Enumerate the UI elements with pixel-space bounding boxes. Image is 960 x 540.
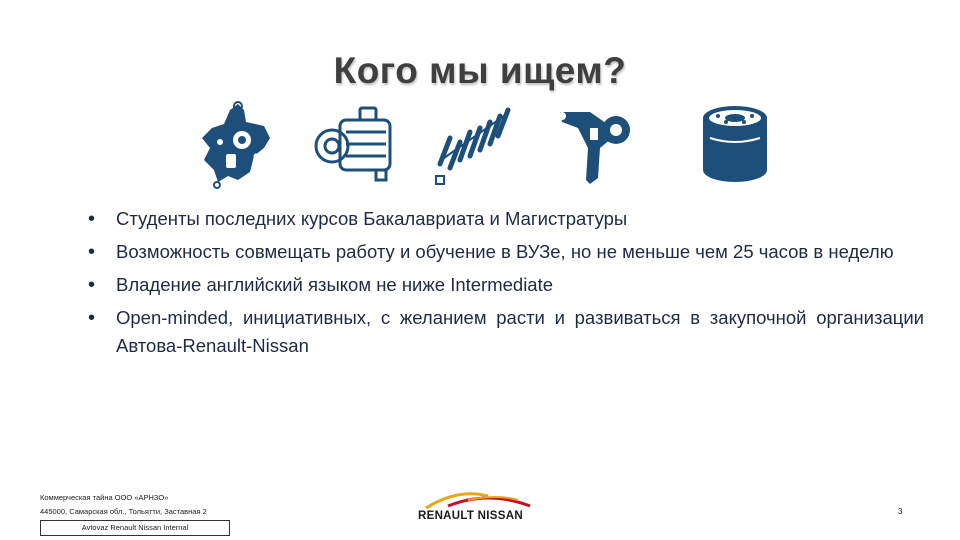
footer-line-1: Коммерческая тайна ООО «АРНЗО» (40, 493, 169, 502)
list-item: • Студенты последних курсов Бакалавриата и Магистратуры (88, 205, 924, 233)
footer-line-2: 445000, Самарская обл., Тольятти, Заставная 2 (40, 507, 207, 516)
requirements-list (88, 205, 924, 365)
bullet-icon: • (88, 274, 96, 296)
spring-coil-icon (430, 98, 520, 190)
suspension-arm-icon (550, 98, 640, 190)
page-number: 3 (898, 507, 903, 516)
parts-icons-row (190, 98, 780, 190)
logo-swoosh-icon (418, 486, 538, 512)
bullet-icon: • (88, 208, 96, 230)
oil-filter-icon (690, 98, 780, 190)
slide-title: Кого мы ищем? (333, 50, 627, 91)
engine-cover-icon (190, 98, 280, 190)
list-item: • Возможность совмещать работу и обучение в ВУЗе, но не меньше чем 25 часов в неделю (88, 238, 924, 266)
renault-nissan-logo (418, 486, 538, 526)
classification-label: Avtovaz Renault Nissan Internal (40, 520, 230, 536)
list-item: • Владение английский языком не ниже Intermediate (88, 271, 924, 299)
logo-text: RENAULT NISSAN (418, 510, 523, 522)
footer-info (40, 491, 207, 519)
bullet-icon: • (88, 241, 96, 263)
bullet-icon: • (88, 307, 96, 329)
ac-compressor-icon (310, 98, 400, 190)
list-item: • Open-minded, инициативных, с желанием расти и развиваться в закупочной организации Автова-Renault-Nissan (88, 304, 924, 360)
